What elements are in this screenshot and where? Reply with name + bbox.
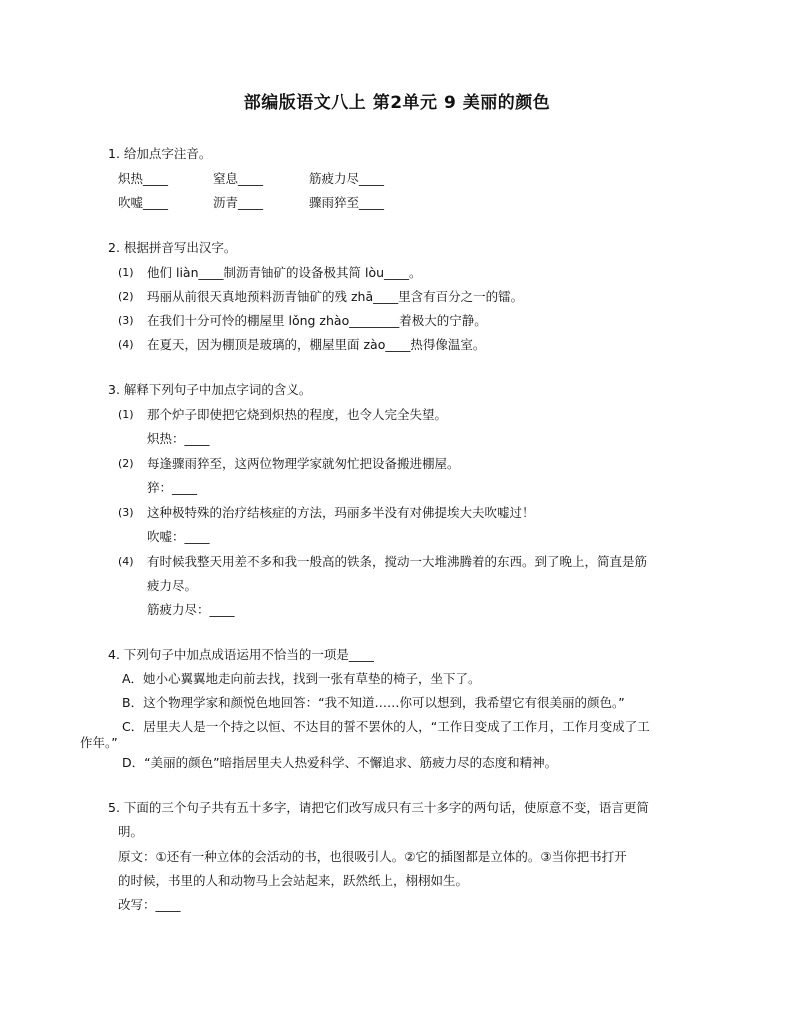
q3-num-4: (4) <box>118 555 134 568</box>
q4-stem: 4. 下列句子中加点成语运用不恰当的一项是____ <box>108 647 374 662</box>
q3-num-1: (1) <box>118 408 134 421</box>
q3-item-3: 这种极特殊的治疗结核症的方法，玛丽多半没有对佛提埃大夫吹嘘过！ <box>147 505 535 520</box>
q3-stem: 3. 解释下列句子中加点字词的含义。 <box>108 382 312 397</box>
q2-num-2: (2) <box>118 290 134 303</box>
q3-item-1: 那个炉子即使把它烧到炽热的程度，也令人完全失望。 <box>147 407 448 422</box>
q1-item-4: 吹嘘____ <box>118 195 169 210</box>
q3-num-2: (2) <box>118 457 134 470</box>
q4-option-b: B．这个物理学家和颜悦色地回答：“我不知道……你可以想到，我希望它有很美丽的颜色。” <box>122 695 625 710</box>
q5-rewrite: 改写：____ <box>118 897 181 912</box>
q3-answer-4: 筋疲力尽：____ <box>147 602 235 617</box>
q2-item-1: 他们 liàn____制沥青铀矿的设备极其简 lòu____。 <box>147 265 422 280</box>
q4-option-c: C．居里夫人是一个持之以恒、不达目的誓不罢休的人，“工作日变成了工作月，工作月变成了工 <box>122 719 650 734</box>
q3-num-3: (3) <box>118 506 134 519</box>
q4-option-a: A．她小心翼翼地走向前去找，找到一张有草垫的椅子，坐下了。 <box>122 671 481 686</box>
page-title: 部编版语文八上 第2单元 9 美丽的颜色 <box>243 93 551 113</box>
q4-option-c-cont: 作年。” <box>80 735 118 750</box>
q3-answer-1: 炽热：____ <box>147 431 210 446</box>
q2-num-1: (1) <box>118 266 134 279</box>
q5-original-cont: 的时候，书里的人和动物马上会站起来，跃然纸上，栩栩如生。 <box>118 873 469 888</box>
q1-item-6: 骤雨猝至____ <box>309 195 385 210</box>
q3-answer-3: 吹嘘：____ <box>147 529 210 544</box>
q2-num-4: (4) <box>118 338 134 351</box>
q4-option-d: D．“美丽的颜色”暗指居里夫人热爱科学、不懈追求、筋疲力尽的态度和精神。 <box>122 755 558 770</box>
q2-item-3: 在我们十分可怜的棚屋里 lǒng zhào________着极大的宁静。 <box>147 313 487 328</box>
q5-stem: 5. 下面的三个句子共有五十多字，请把它们改写成只有三十多字的两句话，使原意不变，语言更简 <box>108 800 649 815</box>
q2-item-4: 在夏天，因为棚顶是玻璃的，棚屋里面 zào____热得像温室。 <box>147 337 486 352</box>
q5-original: 原文：①还有一种立体的会活动的书，也很吸引人。②它的插图都是立体的。③当你把书打开 <box>118 849 627 864</box>
q5-stem-cont: 明。 <box>118 824 144 839</box>
q3-item-4: 有时候我整天用差不多和我一般高的铁条，搅动一大堆沸腾着的东西。到了晚上，简直是筋 <box>147 554 648 569</box>
q3-answer-2: 猝：____ <box>147 480 198 495</box>
q1-item-2: 窒息____ <box>213 171 264 186</box>
q2-num-3: (3) <box>118 314 134 327</box>
q1-item-3: 筋疲力尽____ <box>309 171 385 186</box>
q1-item-5: 沥青____ <box>213 195 264 210</box>
q2-stem: 2. 根据拼音写出汉字。 <box>108 240 237 255</box>
q3-item-4-cont: 疲力尽。 <box>147 578 198 593</box>
q3-item-2: 每逢骤雨猝至，这两位物理学家就匆忙把设备搬进棚屋。 <box>147 456 460 471</box>
q2-item-2: 玛丽从前很天真地预料沥青铀矿的残 zhā____里含有百分之一的镭。 <box>147 289 524 304</box>
q1-stem: 1. 给加点字注音。 <box>108 146 212 161</box>
q1-item-1: 炽热____ <box>118 171 169 186</box>
